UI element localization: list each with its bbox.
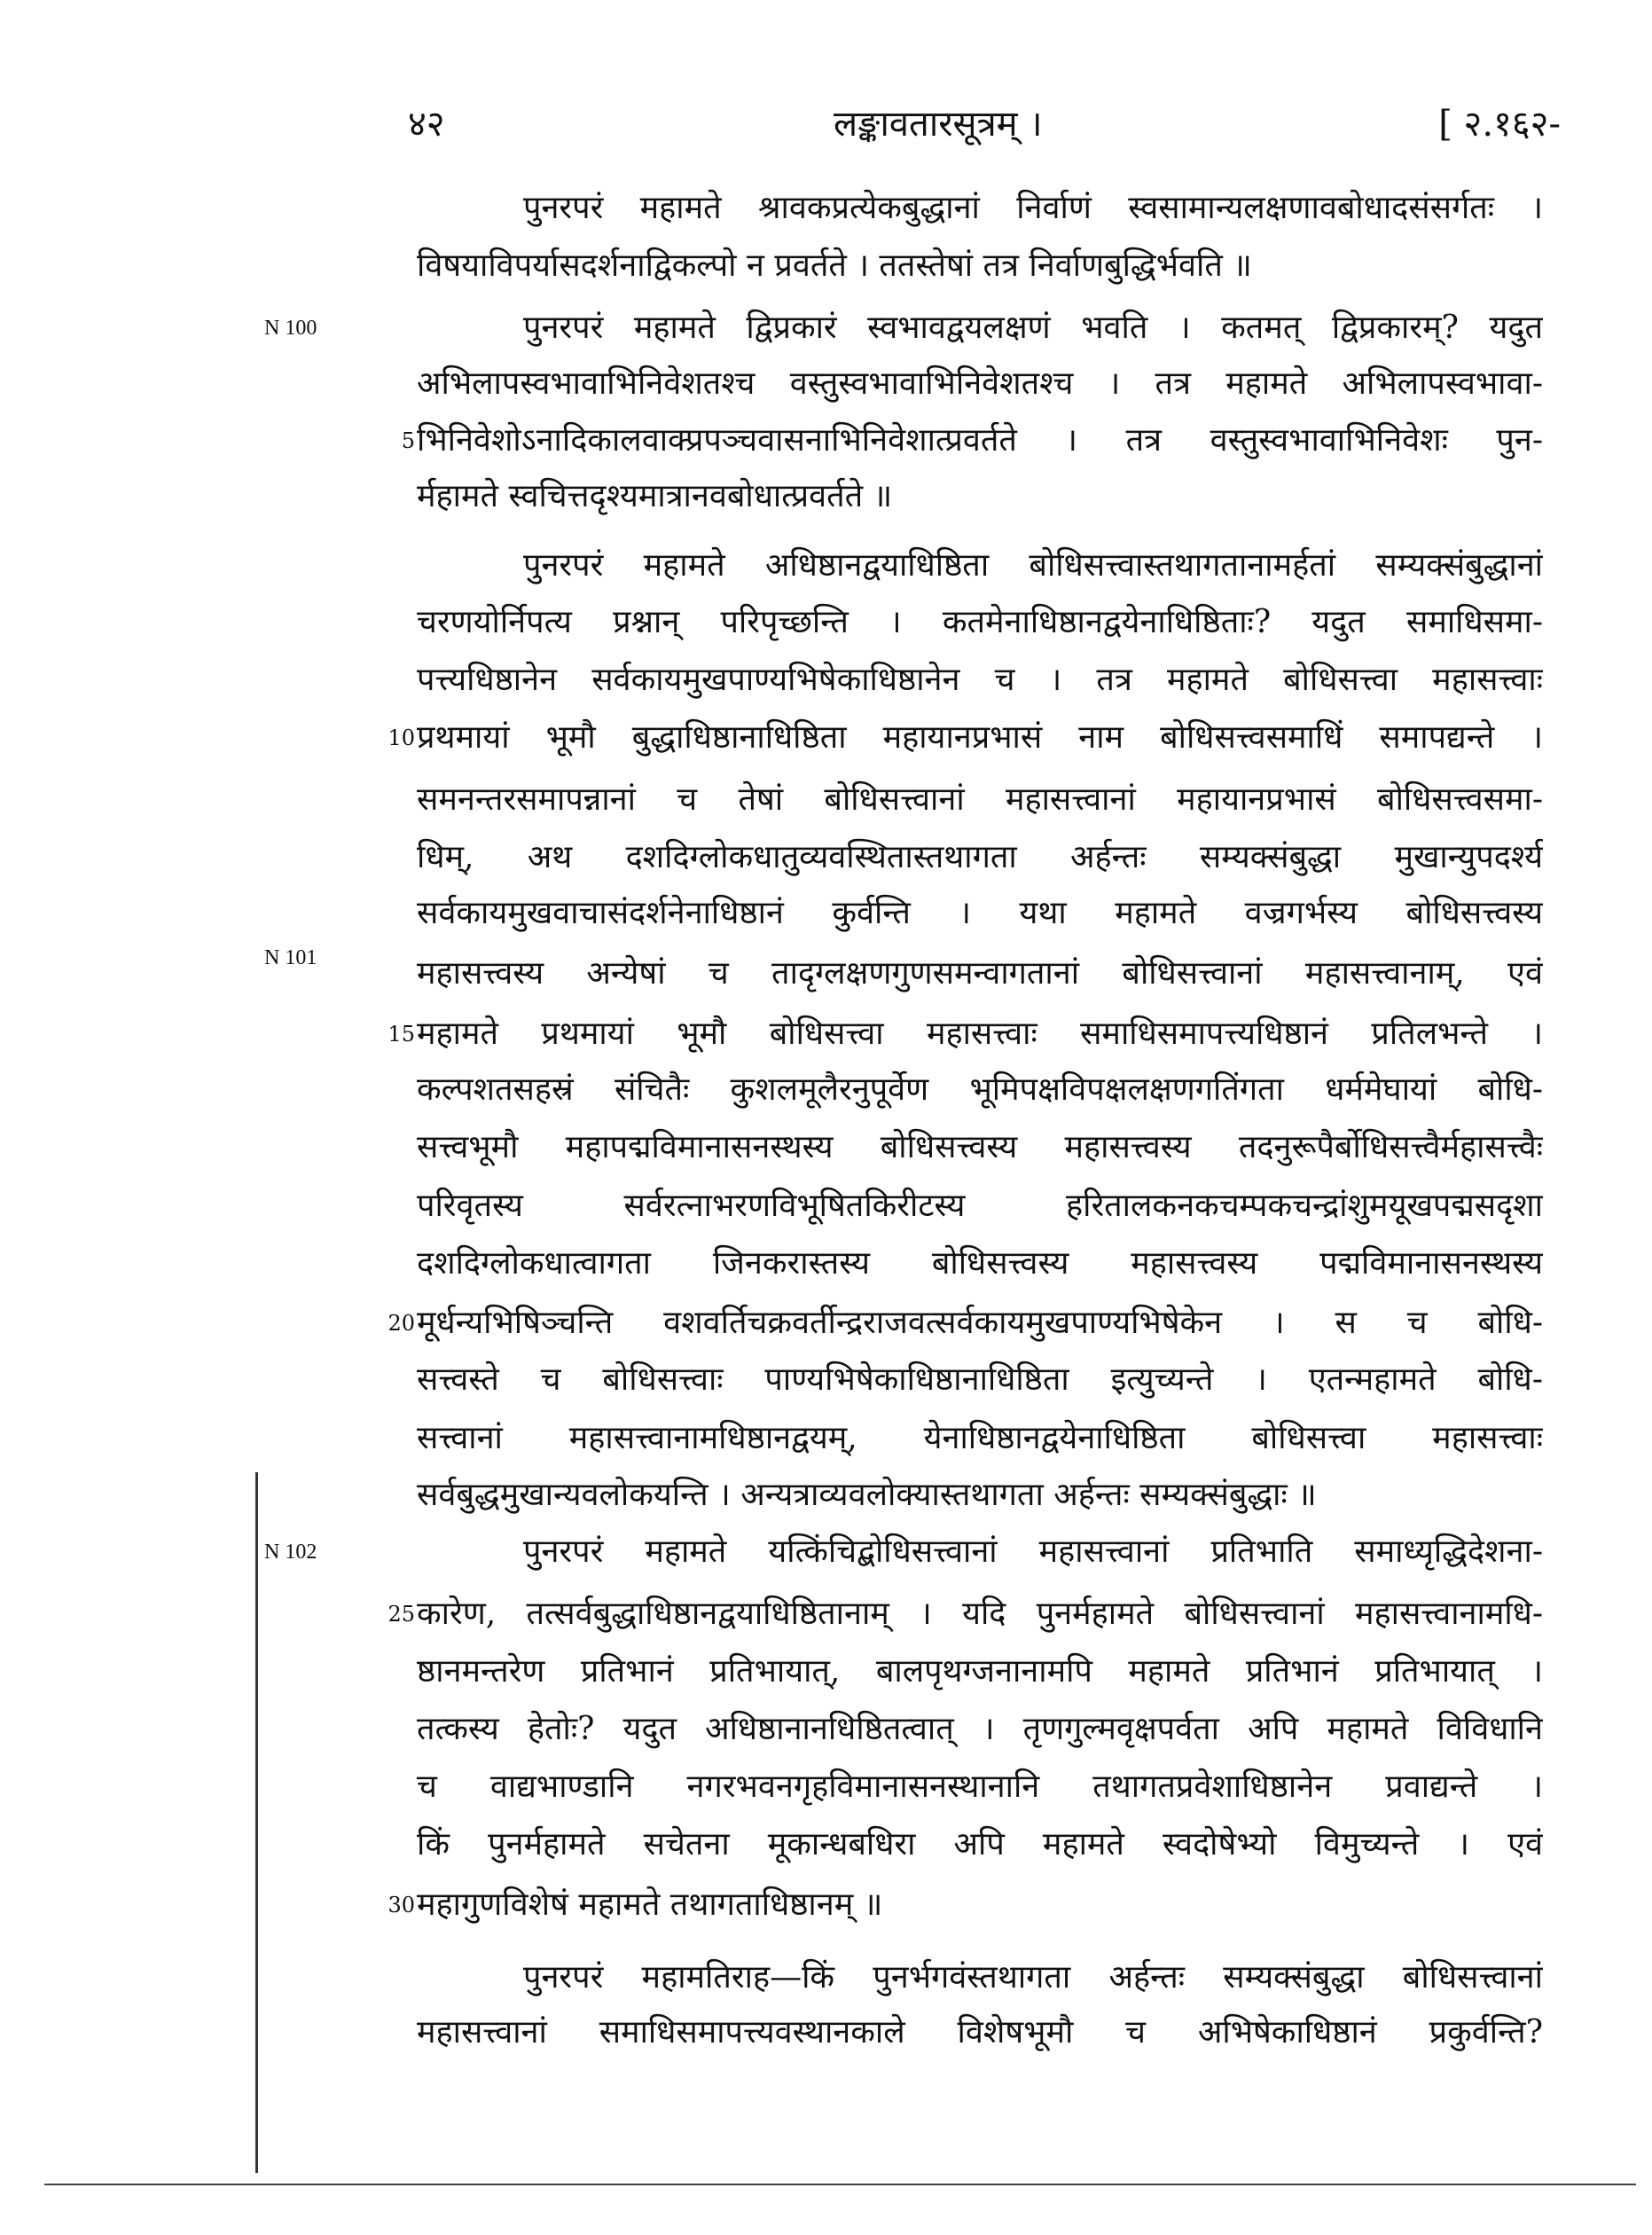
line-number: 20: [388, 1311, 415, 1336]
line-number: 15: [388, 1022, 415, 1047]
margin-ref-n101: N 101: [264, 946, 317, 969]
text-line: र्महामते स्वचित्तदृश्यमात्रानवबोधात्प्रवर्तते ॥: [417, 478, 893, 514]
binding-edge-mark: [255, 1472, 258, 2173]
text-line: धिम्, अथ दशदिग्लोकधातुव्यवस्थितास्तथागता अर्हन्तः सम्यक्संबुद्धा मुखान्युपदर्श्य: [417, 839, 1543, 875]
line-number: 5: [401, 428, 415, 453]
text-line: सत्त्वभूमौ महापद्मविमानासनस्थस्य बोधिसत्त्वस्य महासत्त्वस्य तदनुरूपैर्बोधिसत्त्वैर्महासत्त्वैः: [417, 1129, 1543, 1165]
running-title: लङ्कावतारसूत्रम् ।: [834, 104, 1043, 145]
text-line: महामते प्रथमायां भूमौ बोधिसत्त्वा महासत्त्वाः समाधिसमापत्त्यधिष्ठानं प्रतिलभन्ते ।: [417, 1016, 1543, 1052]
text-line: पुनरपरं महामते यत्किंचिद्बोधिसत्त्वानां महासत्त्वानां प्रतिभाति समाध्यृद्धिदेशना-: [523, 1533, 1543, 1570]
text-line: अभिलापस्वभावाभिनिवेशतश्च वस्तुस्वभावाभिनिवेशतश्च । तत्र महामते अभिलापस्वभावा-: [417, 365, 1543, 402]
text-line: किं पुनर्महामते सचेतना मूकान्धबधिरा अपि महामते स्वदोषेभ्यो विमुच्यन्ते । एवं: [417, 1826, 1543, 1862]
text-line: पुनरपरं महामते अधिष्ठानद्वयाधिष्ठिता बोधिसत्त्वास्तथागतानामर्हतां सम्यक्संबुद्धानां: [523, 547, 1543, 584]
text-line: प्रथमायां भूमौ बुद्धाधिष्ठानाधिष्ठिता महायानप्रभासं नाम बोधिसत्त्वसमाधिं समापद्यन्ते ।: [417, 719, 1543, 756]
line-number: 10: [388, 725, 415, 750]
text-line: महागुणविशेषं महामते तथागताधिष्ठानम् ॥: [417, 1886, 883, 1923]
text-line: चरणयोर्निपत्य प्रश्नान् परिपृच्छन्ति । कतमेनाधिष्ठानद्वयेनाधिष्ठिताः? यदुत समाधिसमा-: [417, 604, 1543, 640]
text-line: विषयाविपर्यासदर्शनाद्विकल्पो न प्रवर्तते । ततस्तेषां तत्र निर्वाणबुद्धिर्भवति ॥: [417, 247, 1252, 284]
text-line: तत्कस्य हेतोः? यदुत अधिष्ठानानधिष्ठितत्वात् । तृणगुल्मवृक्षपर्वता अपि महामते विविधानि: [417, 1711, 1543, 1747]
page-number: ४२: [408, 104, 445, 145]
text-line: सर्वकायमुखवाचासंदर्शनेनाधिष्ठानं कुर्वन्ति । यथा महामते वज्रगर्भस्य बोधिसत्त्वस्य: [417, 895, 1543, 931]
text-line: च वाद्यभाण्डानि नगरभवनगृहविमानासनस्थानानि तथागतप्रवेशाधिष्ठानेन प्रवाद्यन्ते ।: [417, 1768, 1543, 1805]
text-line: पुनरपरं महामते द्विप्रकारं स्वभावद्वयलक्षणं भवति । कतमत् द्विप्रकारम्? यदुत: [523, 310, 1543, 346]
text-line: महासत्त्वस्य अन्येषां च तादृग्लक्षणगुणसमन्वागतानां बोधिसत्त्वानां महासत्त्वानाम्, एवं: [417, 955, 1543, 992]
text-line: ष्ठानमन्तरेण प्रतिभानं प्रतिभायात्, बालपृथग्जनानामपि महामते प्रतिभानं प्रतिभायात् ।: [417, 1653, 1543, 1690]
text-line: दशदिग्लोकधात्वागता जिनकरास्तस्य बोधिसत्त्वस्य महासत्त्वस्य पद्मविमानासनस्थस्य: [417, 1245, 1543, 1282]
text-line: सत्त्वानां महासत्त्वानामधिष्ठानद्वयम्, येनाधिष्ठानद्वयेनाधिष्ठिता बोधिसत्त्वा महासत्त्वाः: [417, 1420, 1543, 1456]
text-line: समनन्तरसमापन्नानां च तेषां बोधिसत्त्वानां महासत्त्वानां महायानप्रभासं बोधिसत्त्वसमा-: [417, 781, 1543, 818]
text-line: महासत्त्वानां समाधिसमापत्त्यवस्थानकाले विशेषभूमौ च अभिषेकाधिष्ठानं प्रकुर्वन्ति?: [417, 2014, 1543, 2051]
section-reference: [ २.१६२-: [1438, 104, 1561, 145]
text-line: मूर्धन्यभिषिञ्चन्ति वशवर्तिचक्रवर्तीन्द्रराजवत्सर्वकायमुखपाण्यभिषेकेन । स च बोधि-: [417, 1305, 1543, 1341]
margin-ref-n102: N 102: [264, 1541, 317, 1564]
text-line: परिवृतस्य सर्वरत्नाभरणविभूषितकिरीटस्य हरितालकनकचम्पकचन्द्रांशुमयूखपद्मसदृशा: [417, 1188, 1543, 1224]
text-line: पत्त्यधिष्ठानेन सर्वकायमुखपाण्यभिषेकाधिष्ठानेन च । तत्र महामते बोधिसत्त्वा महासत्त्वाः: [417, 662, 1543, 698]
page-bottom-rule: [44, 2184, 1636, 2185]
text-line: पुनरपरं महामते श्रावकप्रत्येकबुद्धानां निर्वाणं स्वसामान्यलक्षणावबोधादसंसर्गतः ।: [523, 190, 1543, 226]
text-line: पुनरपरं महामतिराह—किं पुनर्भगवंस्तथागता अर्हन्तः सम्यक्संबुद्धा बोधिसत्त्वानां: [523, 1959, 1543, 1996]
text-line: कल्पशतसहस्रं संचितैः कुशलमूलैरनुपूर्वेण भूमिपक्षविपक्षलक्षणगतिंगता धर्ममेघायां बोधि-: [417, 1071, 1543, 1108]
text-line: सर्वबुद्धमुखान्यवलोकयन्ति । अन्यत्राव्यवलोक्यास्तथागता अर्हन्तः सम्यक्संबुद्धाः ॥: [417, 1477, 1317, 1513]
line-number: 30: [388, 1893, 415, 1917]
line-number: 25: [388, 1602, 415, 1627]
text-line: भिनिवेशोऽनादिकालवाक्प्रपञ्चवासनाभिनिवेशात्प्रवर्तते । तत्र वस्तुस्वभावाभिनिवेशः पुन-: [417, 422, 1543, 459]
page-header: [408, 98, 1561, 151]
text-line: कारेण, तत्सर्वबुद्धाधिष्ठानद्वयाधिष्ठितानाम् । यदि पुनर्महामते बोधिसत्त्वानां महासत्त्वानामधि-: [417, 1596, 1543, 1632]
text-line: सत्त्वस्ते च बोधिसत्त्वाः पाण्यभिषेकाधिष्ठानाधिष्ठिता इत्युच्यन्ते । एतन्महामते बोधि-: [417, 1361, 1543, 1398]
margin-ref-n100: N 100: [264, 317, 317, 340]
